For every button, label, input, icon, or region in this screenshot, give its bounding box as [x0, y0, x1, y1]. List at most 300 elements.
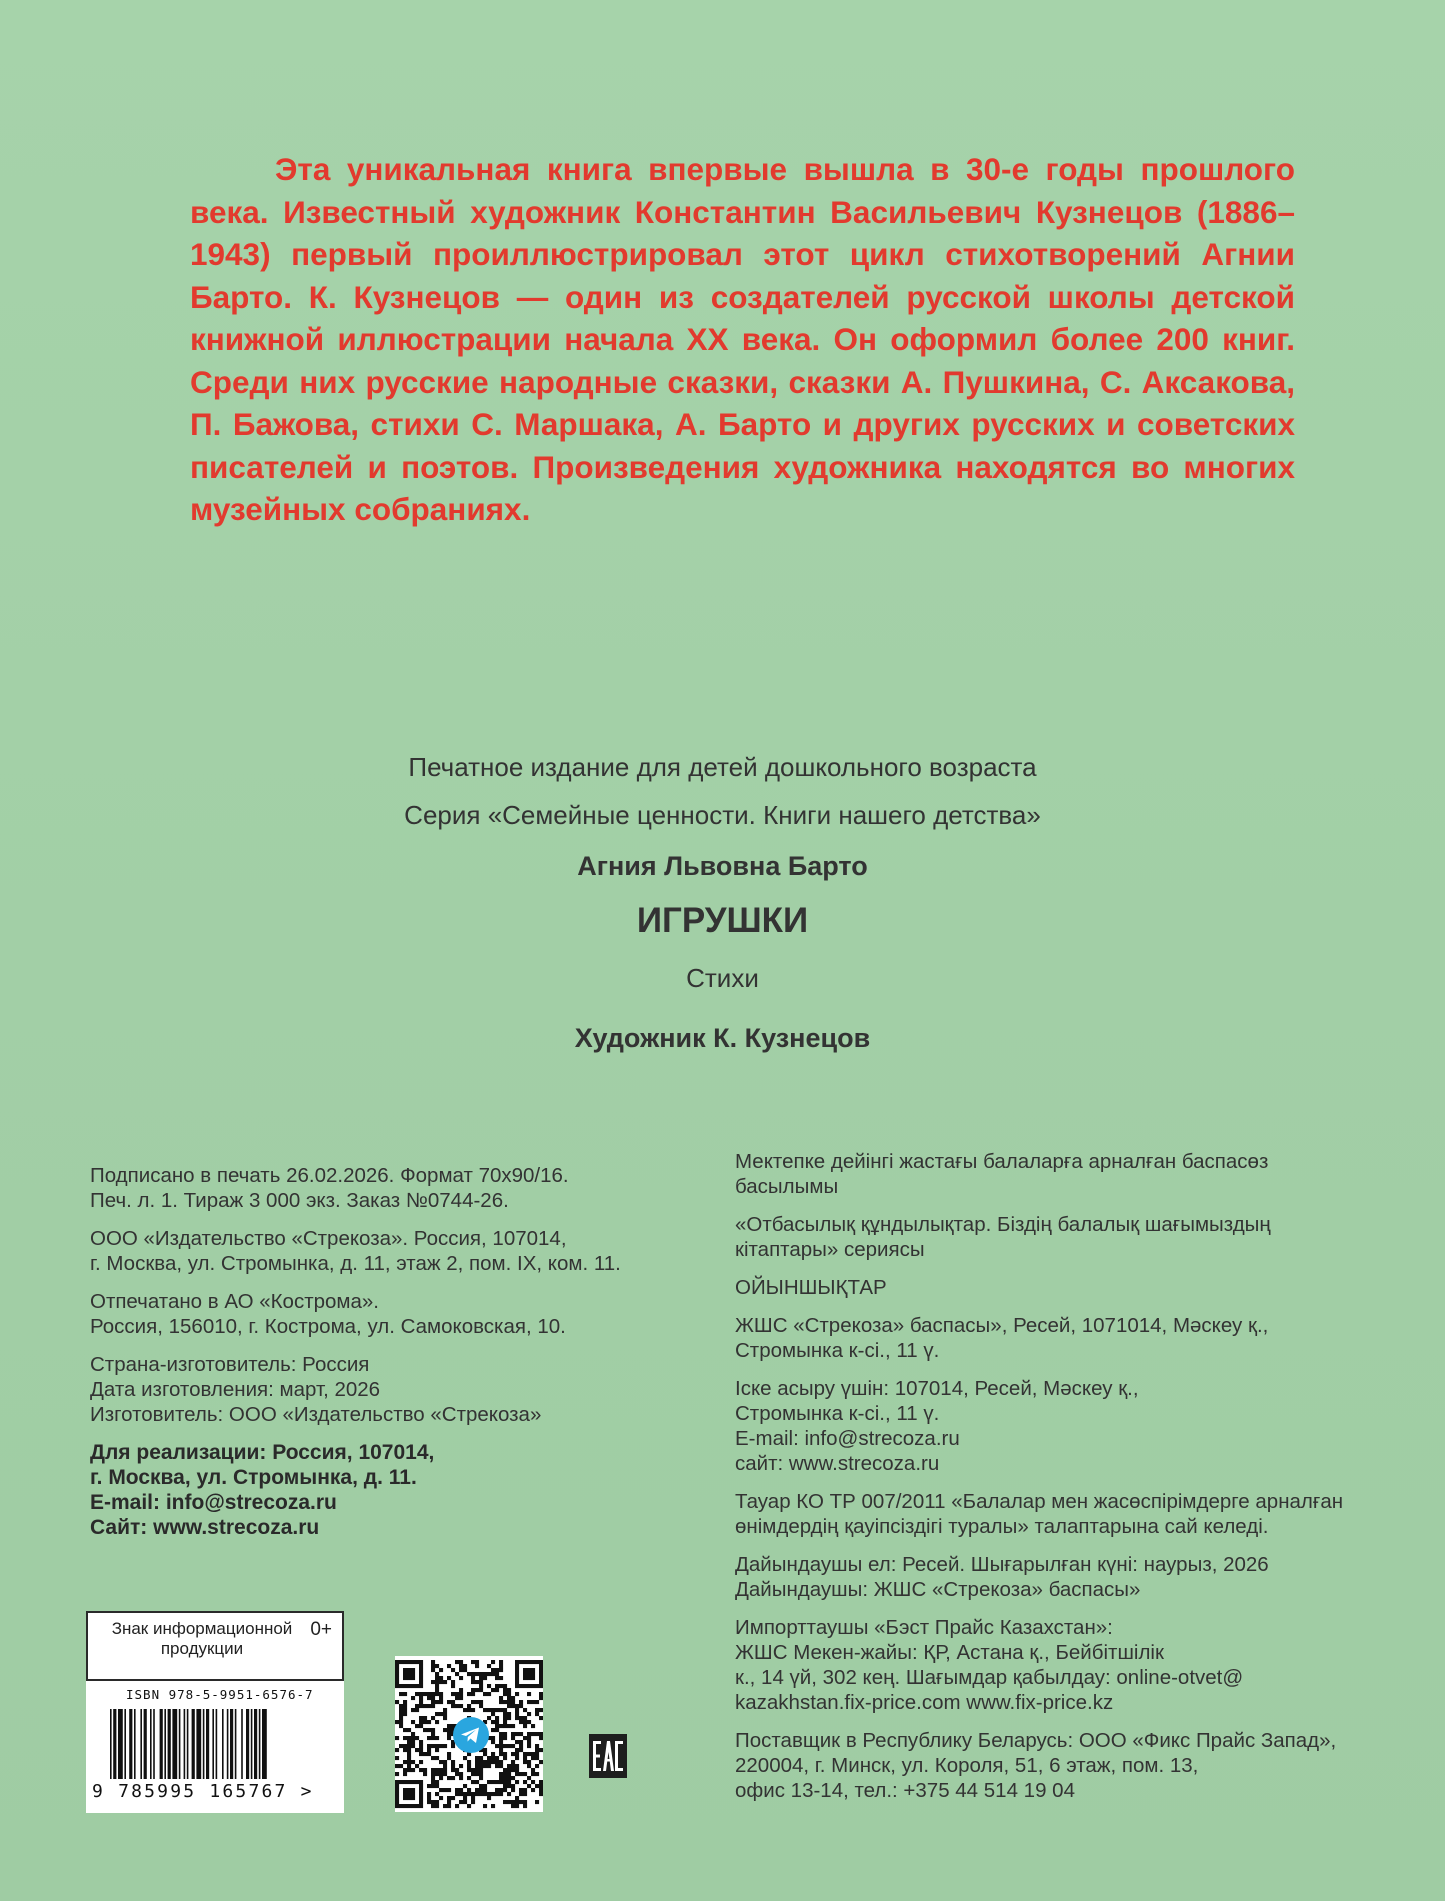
qr-module — [427, 1744, 431, 1748]
qr-module — [395, 1680, 399, 1684]
qr-module — [447, 1700, 451, 1704]
qr-module — [467, 1760, 471, 1764]
qr-module — [443, 1708, 447, 1712]
qr-module — [431, 1804, 435, 1808]
qr-module — [395, 1676, 399, 1680]
qr-module — [399, 1716, 403, 1720]
qr-module — [415, 1704, 419, 1708]
qr-module — [535, 1784, 539, 1788]
qr-module — [419, 1744, 423, 1748]
barcode-bar — [179, 1709, 181, 1779]
qr-module — [531, 1672, 535, 1676]
barcode-bar — [184, 1709, 186, 1779]
series-line: Серия «Семейные ценности. Книги нашего детства» — [404, 800, 1041, 830]
qr-module — [403, 1780, 407, 1784]
qr-module — [415, 1684, 419, 1688]
qr-module — [511, 1736, 515, 1740]
qr-module — [395, 1764, 399, 1768]
qr-module — [527, 1776, 531, 1780]
qr-module — [419, 1704, 423, 1708]
qr-module — [419, 1780, 423, 1784]
qr-module — [507, 1780, 511, 1784]
qr-module — [483, 1708, 487, 1712]
qr-module — [471, 1768, 475, 1772]
qr-module — [439, 1692, 443, 1696]
qr-module — [411, 1672, 415, 1676]
qr-module — [535, 1684, 539, 1688]
qr-module — [435, 1772, 439, 1776]
qr-module — [531, 1756, 535, 1760]
qr-module — [499, 1664, 503, 1668]
qr-module — [399, 1708, 403, 1712]
qr-module — [407, 1672, 411, 1676]
qr-module — [403, 1660, 407, 1664]
barcode-bar — [150, 1709, 152, 1779]
qr-module — [435, 1688, 439, 1692]
qr-module — [443, 1728, 447, 1732]
qr-module — [395, 1684, 399, 1688]
barcode-bar — [196, 1709, 201, 1779]
qr-module — [503, 1692, 507, 1696]
barcode-bar — [241, 1709, 243, 1779]
qr-module — [447, 1756, 451, 1760]
qr-module — [515, 1668, 519, 1672]
barcode-bar — [187, 1709, 189, 1779]
qr-module — [503, 1768, 507, 1772]
qr-module — [411, 1684, 415, 1688]
qr-module — [427, 1736, 431, 1740]
qr-module — [419, 1768, 423, 1772]
qr-module — [403, 1768, 407, 1772]
qr-module — [479, 1776, 483, 1780]
qr-module — [439, 1700, 443, 1704]
information-product-sign — [86, 1611, 344, 1681]
qr-module — [491, 1660, 495, 1664]
qr-module — [411, 1660, 415, 1664]
qr-module — [531, 1752, 535, 1756]
qr-module — [419, 1788, 423, 1792]
qr-module — [507, 1744, 511, 1748]
qr-module — [523, 1752, 527, 1756]
qr-module — [539, 1732, 543, 1736]
qr-module — [419, 1748, 423, 1752]
qr-module — [403, 1792, 407, 1796]
qr-module — [523, 1724, 527, 1728]
qr-module — [511, 1696, 515, 1700]
qr-module — [499, 1752, 503, 1756]
isbn-barcode — [86, 1681, 344, 1813]
barcode-bar — [206, 1709, 209, 1779]
qr-module — [459, 1772, 463, 1776]
qr-module — [539, 1760, 543, 1764]
qr-module — [511, 1764, 515, 1768]
qr-module — [459, 1692, 463, 1696]
qr-module — [499, 1788, 503, 1792]
qr-module — [407, 1752, 411, 1756]
qr-module — [427, 1748, 431, 1752]
qr-module — [507, 1712, 511, 1716]
qr-module — [427, 1692, 431, 1696]
qr-module — [499, 1684, 503, 1688]
manufacturer-info: Страна-изготовитель: Россия Дата изготовления: март, 2026 Изготовитель: ООО «Издательство «Стрекоза» — [90, 1353, 542, 1426]
qr-module — [495, 1756, 499, 1760]
qr-module — [507, 1792, 511, 1796]
qr-module — [475, 1680, 479, 1684]
qr-module — [475, 1792, 479, 1796]
qr-module — [507, 1696, 511, 1700]
qr-module — [415, 1692, 419, 1696]
qr-module — [467, 1764, 471, 1768]
qr-module — [503, 1756, 507, 1760]
qr-module — [479, 1768, 483, 1772]
barcode-bar — [129, 1709, 132, 1779]
qr-module — [435, 1676, 439, 1680]
qr-module — [467, 1672, 471, 1676]
barcode-bar — [251, 1709, 253, 1779]
qr-module — [447, 1776, 451, 1780]
qr-module — [435, 1756, 439, 1760]
qr-module — [539, 1692, 543, 1696]
qr-module — [499, 1744, 503, 1748]
qr-module — [499, 1676, 503, 1680]
qr-module — [455, 1768, 459, 1772]
publisher-info: ООО «Издательство «Стрекоза». Россия, 107014, г. Москва, ул. Стромынка, д. 11, этаж 2, пом. IX, ком. 11. — [90, 1227, 621, 1275]
qr-module — [455, 1792, 459, 1796]
qr-module — [499, 1748, 503, 1752]
qr-module — [487, 1672, 491, 1676]
qr-module — [411, 1740, 415, 1744]
qr-module — [407, 1736, 411, 1740]
qr-module — [395, 1796, 399, 1800]
qr-module — [531, 1788, 535, 1792]
qr-module — [471, 1800, 475, 1804]
qr-module — [435, 1784, 439, 1788]
qr-module — [471, 1772, 475, 1776]
qr-module — [431, 1780, 435, 1784]
qr-module — [471, 1700, 475, 1704]
qr-module — [395, 1668, 399, 1672]
qr-module — [539, 1696, 543, 1700]
qr-module — [443, 1744, 447, 1748]
illustrator-line: Художник К. Кузнецов — [574, 1023, 871, 1053]
qr-module — [539, 1672, 543, 1676]
qr-module — [443, 1716, 447, 1720]
barcode-bar — [259, 1709, 261, 1779]
qr-module — [527, 1732, 531, 1736]
qr-module — [467, 1792, 471, 1796]
annotation-text: Эта уникальная книга впервые вышла в 30-е годы прошлого века. Известный художник Константин Васильевич Кузнецов (1886–1943) первый проиллюстрировал этот цикл стихотворений Агнии Барто. К. Кузнецов — один из создателей русской школы детской книжной иллюстрации начала XX века. Он оформил более 200 книг. Среди них русские народные сказки, сказки А. Пушкина, С. Аксакова, П. Бажова, стихи С. Маршака, А. Барто и других русских и советских писателей и поэтов. Произведения художника находятся во многих музейных собраниях. — [190, 151, 1295, 527]
qr-module — [443, 1712, 447, 1716]
qr-module — [407, 1668, 411, 1672]
qr-module — [443, 1788, 447, 1792]
qr-module — [503, 1688, 507, 1692]
qr-module — [487, 1708, 491, 1712]
qr-module — [515, 1692, 519, 1696]
qr-module — [411, 1804, 415, 1808]
qr-module — [427, 1796, 431, 1800]
qr-module — [499, 1732, 503, 1736]
qr-module — [459, 1704, 463, 1708]
qr-module — [451, 1684, 455, 1688]
qr-module — [427, 1696, 431, 1700]
qr-module — [427, 1704, 431, 1708]
qr-module — [535, 1764, 539, 1768]
qr-module — [407, 1804, 411, 1808]
qr-module — [519, 1704, 523, 1708]
qr-module — [519, 1720, 523, 1724]
qr-module — [483, 1788, 487, 1792]
qr-module — [471, 1660, 475, 1664]
qr-module — [499, 1700, 503, 1704]
qr-module — [403, 1804, 407, 1808]
barcode-bar — [144, 1709, 147, 1779]
qr-module — [407, 1780, 411, 1784]
qr-module — [467, 1768, 471, 1772]
qr-module — [467, 1804, 471, 1808]
qr-module — [451, 1704, 455, 1708]
qr-module — [415, 1736, 419, 1740]
qr-module — [491, 1668, 495, 1672]
isbn-number: ISBN 978-5-9951-6576-7 — [126, 1687, 314, 1702]
qr-module — [403, 1728, 407, 1732]
qr-module — [459, 1764, 463, 1768]
kz-standard: Тауар КО ТР 007/2011 «Балалар мен жасөспірімдерге арналған өнімдердің қауіпсіздігі туралы» талаптарына сай келеді. — [735, 1490, 1344, 1538]
qr-module — [487, 1792, 491, 1796]
barcode-bar — [168, 1709, 171, 1779]
qr-module — [411, 1676, 415, 1680]
qr-module — [475, 1672, 479, 1676]
qr-module — [467, 1692, 471, 1696]
qr-module — [535, 1800, 539, 1804]
qr-module — [515, 1764, 519, 1768]
qr-module — [419, 1800, 423, 1804]
qr-module — [539, 1708, 543, 1712]
qr-module — [499, 1696, 503, 1700]
qr-module — [399, 1744, 403, 1748]
qr-module — [407, 1728, 411, 1732]
qr-module — [403, 1736, 407, 1740]
qr-module — [527, 1676, 531, 1680]
qr-module — [503, 1776, 507, 1780]
qr-module — [539, 1668, 543, 1672]
qr-module — [539, 1660, 543, 1664]
qr-module — [471, 1780, 475, 1784]
qr-module — [495, 1668, 499, 1672]
qr-module — [511, 1700, 515, 1704]
qr-module — [459, 1792, 463, 1796]
qr-module — [427, 1800, 431, 1804]
qr-module — [399, 1704, 403, 1708]
qr-module — [499, 1760, 503, 1764]
qr-module — [395, 1792, 399, 1796]
qr-module — [499, 1764, 503, 1768]
qr-module — [503, 1772, 507, 1776]
qr-module — [479, 1680, 483, 1684]
qr-module — [427, 1784, 431, 1788]
qr-module — [527, 1712, 531, 1716]
qr-module — [495, 1708, 499, 1712]
qr-module — [491, 1780, 495, 1784]
qr-module — [423, 1752, 427, 1756]
qr-module — [523, 1804, 527, 1808]
qr-module — [479, 1772, 483, 1776]
qr-module — [451, 1764, 455, 1768]
qr-module — [407, 1744, 411, 1748]
qr-module — [419, 1700, 423, 1704]
qr-module — [491, 1708, 495, 1712]
qr-module — [451, 1668, 455, 1672]
barcode-bar — [235, 1709, 237, 1779]
qr-module — [531, 1780, 535, 1784]
qr-module — [439, 1696, 443, 1700]
barcode-bar — [164, 1709, 166, 1779]
qr-module — [439, 1668, 443, 1672]
qr-module — [471, 1680, 475, 1684]
qr-module — [527, 1684, 531, 1688]
qr-module — [411, 1744, 415, 1748]
qr-module — [523, 1760, 527, 1764]
qr-module — [415, 1748, 419, 1752]
qr-module — [483, 1764, 487, 1768]
qr-module — [467, 1708, 471, 1712]
qr-module — [515, 1780, 519, 1784]
qr-module — [499, 1792, 503, 1796]
qr-module — [507, 1784, 511, 1788]
qr-module — [523, 1788, 527, 1792]
qr-module — [407, 1760, 411, 1764]
qr-module — [511, 1724, 515, 1728]
qr-module — [439, 1680, 443, 1684]
qr-module — [519, 1748, 523, 1752]
qr-module — [511, 1788, 515, 1792]
qr-module — [463, 1708, 467, 1712]
qr-module — [503, 1800, 507, 1804]
qr-module — [415, 1780, 419, 1784]
qr-module — [523, 1736, 527, 1740]
qr-module — [459, 1688, 463, 1692]
qr-module — [427, 1752, 431, 1756]
qr-module — [527, 1784, 531, 1788]
qr-module — [419, 1724, 423, 1728]
barcode-bar — [124, 1709, 126, 1779]
barcode-bar — [110, 1709, 112, 1779]
qr-module — [491, 1688, 495, 1692]
qr-module — [535, 1700, 539, 1704]
barcode-bar — [203, 1709, 205, 1779]
qr-module — [531, 1684, 535, 1688]
qr-module — [483, 1784, 487, 1788]
qr-module — [527, 1744, 531, 1748]
qr-module — [523, 1720, 527, 1724]
qr-module — [491, 1760, 495, 1764]
qr-module — [407, 1796, 411, 1800]
qr-module — [527, 1668, 531, 1672]
qr-module — [411, 1788, 415, 1792]
qr-module — [539, 1788, 543, 1792]
qr-module — [459, 1800, 463, 1804]
qr-module — [539, 1748, 543, 1752]
qr-module — [511, 1776, 515, 1780]
qr-module — [503, 1732, 507, 1736]
qr-module — [447, 1732, 451, 1736]
qr-module — [411, 1696, 415, 1700]
qr-module — [487, 1692, 491, 1696]
qr-module — [439, 1768, 443, 1772]
qr-module — [403, 1684, 407, 1688]
qr-module — [439, 1788, 443, 1792]
qr-module — [479, 1704, 483, 1708]
qr-module — [491, 1712, 495, 1716]
qr-module — [523, 1660, 527, 1664]
qr-module — [491, 1792, 495, 1796]
qr-module — [439, 1744, 443, 1748]
qr-module — [503, 1736, 507, 1740]
qr-module — [495, 1780, 499, 1784]
qr-module — [411, 1668, 415, 1672]
qr-module — [531, 1768, 535, 1772]
barcode-bar — [172, 1709, 177, 1779]
qr-module — [527, 1740, 531, 1744]
qr-module — [507, 1700, 511, 1704]
qr-module — [475, 1660, 479, 1664]
qr-module — [535, 1752, 539, 1756]
qr-module — [491, 1720, 495, 1724]
qr-module — [539, 1664, 543, 1668]
qr-module — [539, 1736, 543, 1740]
qr-module — [447, 1736, 451, 1740]
qr-module — [399, 1692, 403, 1696]
qr-module — [531, 1676, 535, 1680]
qr-module — [399, 1712, 403, 1716]
qr-module — [499, 1724, 503, 1728]
qr-module — [431, 1680, 435, 1684]
qr-module — [407, 1748, 411, 1752]
qr-module — [479, 1760, 483, 1764]
qr-module — [407, 1792, 411, 1796]
qr-module — [499, 1708, 503, 1712]
qr-module — [415, 1764, 419, 1768]
qr-module — [491, 1672, 495, 1676]
qr-module — [515, 1676, 519, 1680]
audience-line: Печатное издание для детей дошкольного возраста — [408, 752, 1037, 782]
qr-module — [499, 1772, 503, 1776]
qr-module — [435, 1672, 439, 1676]
qr-module — [495, 1684, 499, 1688]
qr-module — [431, 1784, 435, 1788]
qr-module — [431, 1728, 435, 1732]
qr-module — [495, 1720, 499, 1724]
qr-module — [463, 1784, 467, 1788]
qr-module — [495, 1672, 499, 1676]
qr-module — [459, 1776, 463, 1780]
qr-module — [459, 1660, 463, 1664]
qr-module — [523, 1676, 527, 1680]
sales-info: Для реализации: Россия, 107014, г. Москва, ул. Стромынка, д. 11. E-mail: info@strecoza.ru Сайт: www.strecoza.ru — [90, 1441, 435, 1539]
qr-module — [431, 1668, 435, 1672]
qr-module — [447, 1676, 451, 1680]
qr-module — [487, 1684, 491, 1688]
kz-publisher: ЖШС «Стрекоза» баспасы», Ресей, 1071014, Мәскеу қ., Стромынка к-сі., 11 ү. — [735, 1314, 1269, 1362]
qr-module — [483, 1692, 487, 1696]
qr-module — [467, 1788, 471, 1792]
qr-module — [399, 1720, 403, 1724]
qr-module — [507, 1688, 511, 1692]
qr-module — [419, 1676, 423, 1680]
qr-module — [495, 1792, 499, 1796]
qr-module — [419, 1740, 423, 1744]
qr-module — [503, 1684, 507, 1688]
qr-module — [447, 1724, 451, 1728]
